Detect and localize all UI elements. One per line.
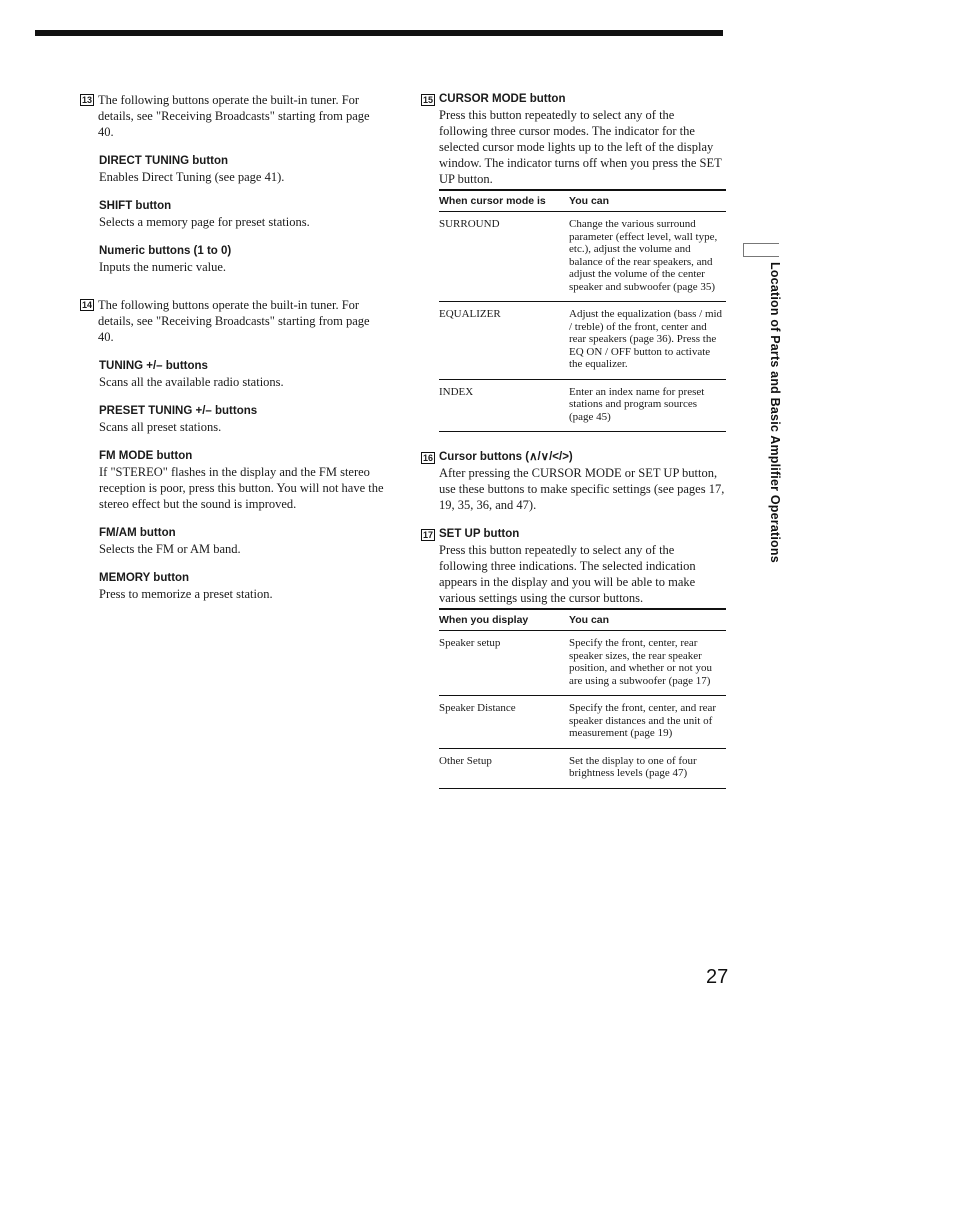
memory-title: MEMORY button <box>99 572 190 584</box>
set-up-body: Press this button repeatedly to select any of the following three indications. The selected indication appears in the display and you will be able to make various settings using the cursor buttons. <box>439 543 696 605</box>
shift-item <box>80 199 385 230</box>
table-cell: Change the various surround parameter (effect level, wall type, etc.), adjust the volume and balance of the rear speakers, and adjust the volume of the center speaker and subwoofer (page 35) <box>569 212 726 302</box>
cursor-mode-table <box>439 189 726 432</box>
section-15-head <box>421 92 726 107</box>
section-14-badge: 14 <box>81 300 92 310</box>
shift-body: Selects a memory page for preset stations. <box>99 215 310 229</box>
left-column <box>80 92 385 616</box>
section-15-badge: 15 <box>422 95 433 105</box>
section-13-intro-text: The following buttons operate the built-in tuner. For details, see "Receiving Broadcasts" starting from page 40. <box>98 93 370 139</box>
numeric-title: Numeric buttons (1 to 0) <box>99 245 232 257</box>
memory-item <box>80 571 385 602</box>
table-row <box>439 379 726 432</box>
table-cell: EQUALIZER <box>439 302 569 380</box>
table-cell: Adjust the equalization (bass / mid / treble) of the front, center and rear speakers (page 36). Press the EQ ON / OFF button to activate the equalizer. <box>569 302 726 380</box>
table-row <box>439 631 726 696</box>
table-cell: Set the display to one of four brightness levels (page 47) <box>569 748 726 788</box>
table-cell: Enter an index name for preset stations and program sources (page 45) <box>569 379 726 432</box>
side-tab-marker <box>743 243 779 257</box>
fm-am-item <box>80 526 385 557</box>
page-number: 27 <box>706 966 729 988</box>
preset-tuning-item <box>80 404 385 435</box>
table-header-row <box>439 609 726 631</box>
memory-body: Press to memorize a preset station. <box>99 587 273 601</box>
table-header: You can <box>569 190 726 212</box>
cursor-mode-body: Press this button repeatedly to select any of the following three cursor modes. The indicator for the selected cursor mode lights up to the left of the display window. The indicator turns off when you press the SET UP button. <box>439 108 722 186</box>
tuning-title: TUNING +/– buttons <box>99 360 208 372</box>
table-cell: Speaker Distance <box>439 696 569 749</box>
table-cell: Specify the front, center, rear speaker sizes, the rear speaker position, and whether or not you are using a subwoofer (page 17) <box>569 631 726 696</box>
table-header-row <box>439 190 726 212</box>
table-cell: Speaker setup <box>439 631 569 696</box>
fm-mode-title: FM MODE button <box>99 450 193 462</box>
table-header: You can <box>569 609 726 631</box>
fm-am-body: Selects the FM or AM band. <box>99 542 241 556</box>
preset-tuning-body: Scans all preset stations. <box>99 420 222 434</box>
preset-tuning-title: PRESET TUNING +/– buttons <box>99 405 258 417</box>
numeric-body: Inputs the numeric value. <box>99 260 227 274</box>
cursor-buttons-body: After pressing the CURSOR MODE or SET UP button, use these buttons to make specific settings (see pages 17, 19, 35, 36, and 47). <box>439 466 725 512</box>
set-up-table <box>439 608 726 789</box>
shift-title: SHIFT button <box>99 200 172 212</box>
table-cell: SURROUND <box>439 212 569 302</box>
table-cell: INDEX <box>439 379 569 432</box>
table-header: When cursor mode is <box>439 190 569 212</box>
fm-mode-body: If "STEREO" flashes in the display and the FM stereo reception is poor, press this button. You will not have the stereo effect but the sound is improved. <box>99 465 384 511</box>
section-13-intro <box>80 92 385 140</box>
tuning-item <box>80 359 385 390</box>
tuning-body: Scans all the available radio stations. <box>99 375 284 389</box>
side-tab-label: Location of Parts and Basic Amplifier Operations <box>768 262 782 563</box>
table-row <box>439 212 726 302</box>
table-cell: Specify the front, center, and rear speaker distances and the unit of measurement (page 19) <box>569 696 726 749</box>
numeric-item <box>80 244 385 275</box>
table-row <box>439 748 726 788</box>
section-17-badge: 17 <box>422 530 433 540</box>
section-16-head <box>421 450 726 465</box>
section-17-head <box>421 527 726 542</box>
section-14-intro <box>80 297 385 345</box>
fm-am-title: FM/AM button <box>99 527 176 539</box>
cursor-mode-title: CURSOR MODE button <box>439 93 566 105</box>
section-13-badge: 13 <box>81 95 92 105</box>
cursor-buttons-title: Cursor buttons (∧/∨/</>) <box>439 451 573 463</box>
set-up-title: SET UP button <box>439 528 520 540</box>
direct-tuning-title: DIRECT TUNING button <box>99 155 229 167</box>
table-cell: Other Setup <box>439 748 569 788</box>
right-column <box>421 92 726 789</box>
table-header: When you display <box>439 609 569 631</box>
direct-tuning-body: Enables Direct Tuning (see page 41). <box>99 170 285 184</box>
table-row <box>439 302 726 380</box>
direct-tuning-item <box>80 154 385 185</box>
top-rule <box>35 30 723 36</box>
section-16-badge: 16 <box>422 453 433 463</box>
fm-mode-item <box>80 449 385 512</box>
table-row <box>439 696 726 749</box>
section-14-intro-text: The following buttons operate the built-in tuner. For details, see "Receiving Broadcasts" starting from page 40. <box>98 298 370 344</box>
